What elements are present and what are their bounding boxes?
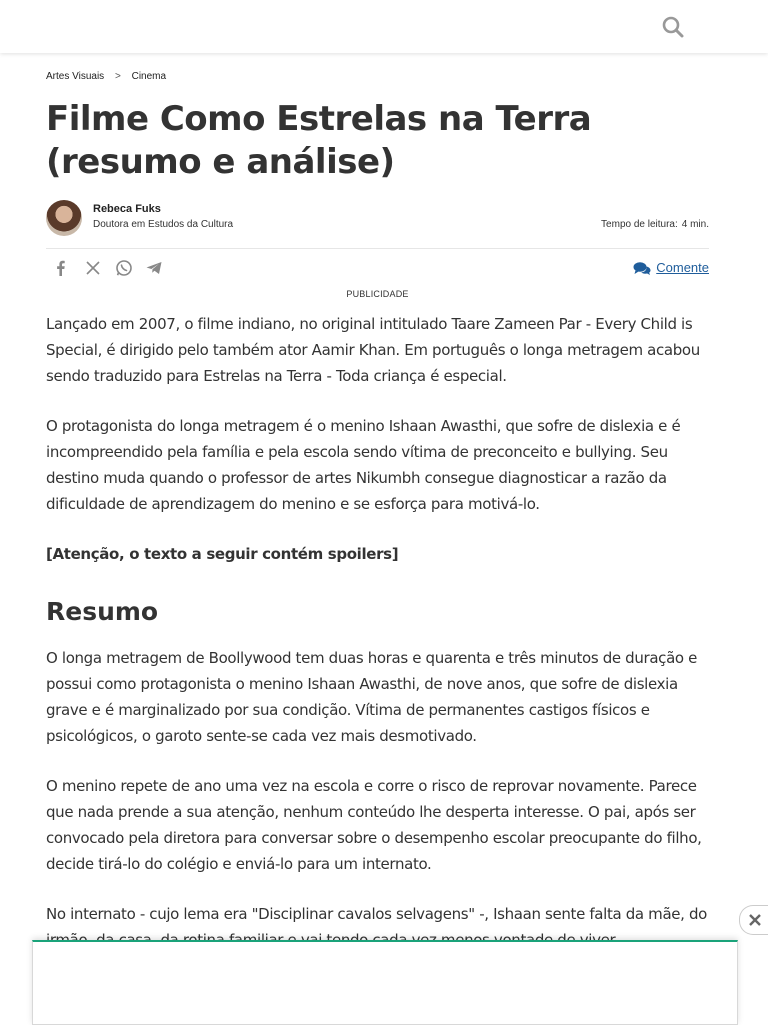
author-role: Doutora em Estudos da Cultura — [93, 219, 234, 230]
breadcrumb-item-cinema[interactable]: Cinema — [131, 71, 167, 82]
ad-label: PUBLICIDADE — [346, 289, 409, 299]
breadcrumb-item-artes-visuais[interactable]: Artes Visuais — [46, 71, 105, 82]
comment-label[interactable]: Comente — [656, 260, 709, 275]
breadcrumb-separator: > — [114, 71, 121, 82]
author-avatar[interactable] — [46, 200, 82, 236]
telegram-icon[interactable] — [145, 259, 163, 277]
article-paragraph: Lançado em 2007, o filme indiano, no original intitulado Taare Zameen Par - Every Child is Special, é dirigido pelo também ator Aamir Khan. Em português o longa metragem acabou sendo traduzido para Estrelas na Terra - Toda criança é especial. — [46, 315, 700, 385]
section-heading: Resumo — [46, 597, 159, 626]
reading-time — [601, 219, 709, 230]
facebook-icon[interactable] — [52, 259, 70, 277]
top-navigation-bar — [0, 0, 768, 53]
author-name[interactable]: Rebeca Fuks — [93, 203, 161, 215]
article-body — [46, 311, 709, 953]
comment-link[interactable] — [633, 260, 709, 275]
comments-icon — [633, 261, 651, 275]
article-paragraph: O menino repete de ano uma vez na escola e corre o risco de reprovar novamente. Parece que nada prende a sua atenção, nenhum conteúdo lhe desperta interesse. O pai, após ser convocado pela diretora para conversar sobre o desempenho escolar preocupante do filho, decide tirá-lo do colégio e enviá-lo para um internato. — [46, 777, 702, 873]
close-ad-button[interactable] — [739, 905, 768, 935]
share-bar — [46, 249, 709, 287]
x-icon[interactable] — [84, 259, 102, 277]
spoiler-warning: [Atenção, o texto a seguir contém spoilers] — [46, 545, 399, 563]
page-title: Filme Como Estrelas na Terra (resumo e análise) — [46, 99, 592, 182]
article-paragraph: O protagonista do longa metragem é o menino Ishaan Awasthi, que sofre de dislexia e é incompreendido pela família e pela escola sendo vítima de preconceito e bullying. Seu destino muda quando o professor de artes Nikumbh consegue diagnosticar a razão da dificuldade de aprendizagem do menino e se esforça para motivá-lo. — [46, 417, 681, 513]
bottom-ad-banner[interactable] — [32, 940, 738, 1025]
whatsapp-icon[interactable] — [115, 259, 133, 277]
close-icon — [748, 913, 762, 927]
breadcrumb — [46, 70, 709, 84]
author-info — [46, 200, 709, 240]
article-container — [46, 60, 709, 953]
reading-time-value: 4 min. — [681, 219, 709, 230]
article-paragraph: No internato - cujo lema era "Disciplinar cavalos selvagens" -, Ishaan sente falta da mãe, do — [46, 905, 708, 923]
search-icon[interactable] — [660, 14, 686, 40]
reading-time-label: Tempo de leitura: — [601, 219, 678, 230]
article-paragraph: O longa metragem de Boollywood tem duas horas e quarenta e três minutos de duração e possui como protagonista o menino Ishaan Awasthi, de nove anos, que sofre de dislexia grave e é marginalizado por sua condição. Vítima de permanentes castigos físicos e psicológicos, o garoto sente-se cada vez mais desmotivado. — [46, 649, 698, 745]
